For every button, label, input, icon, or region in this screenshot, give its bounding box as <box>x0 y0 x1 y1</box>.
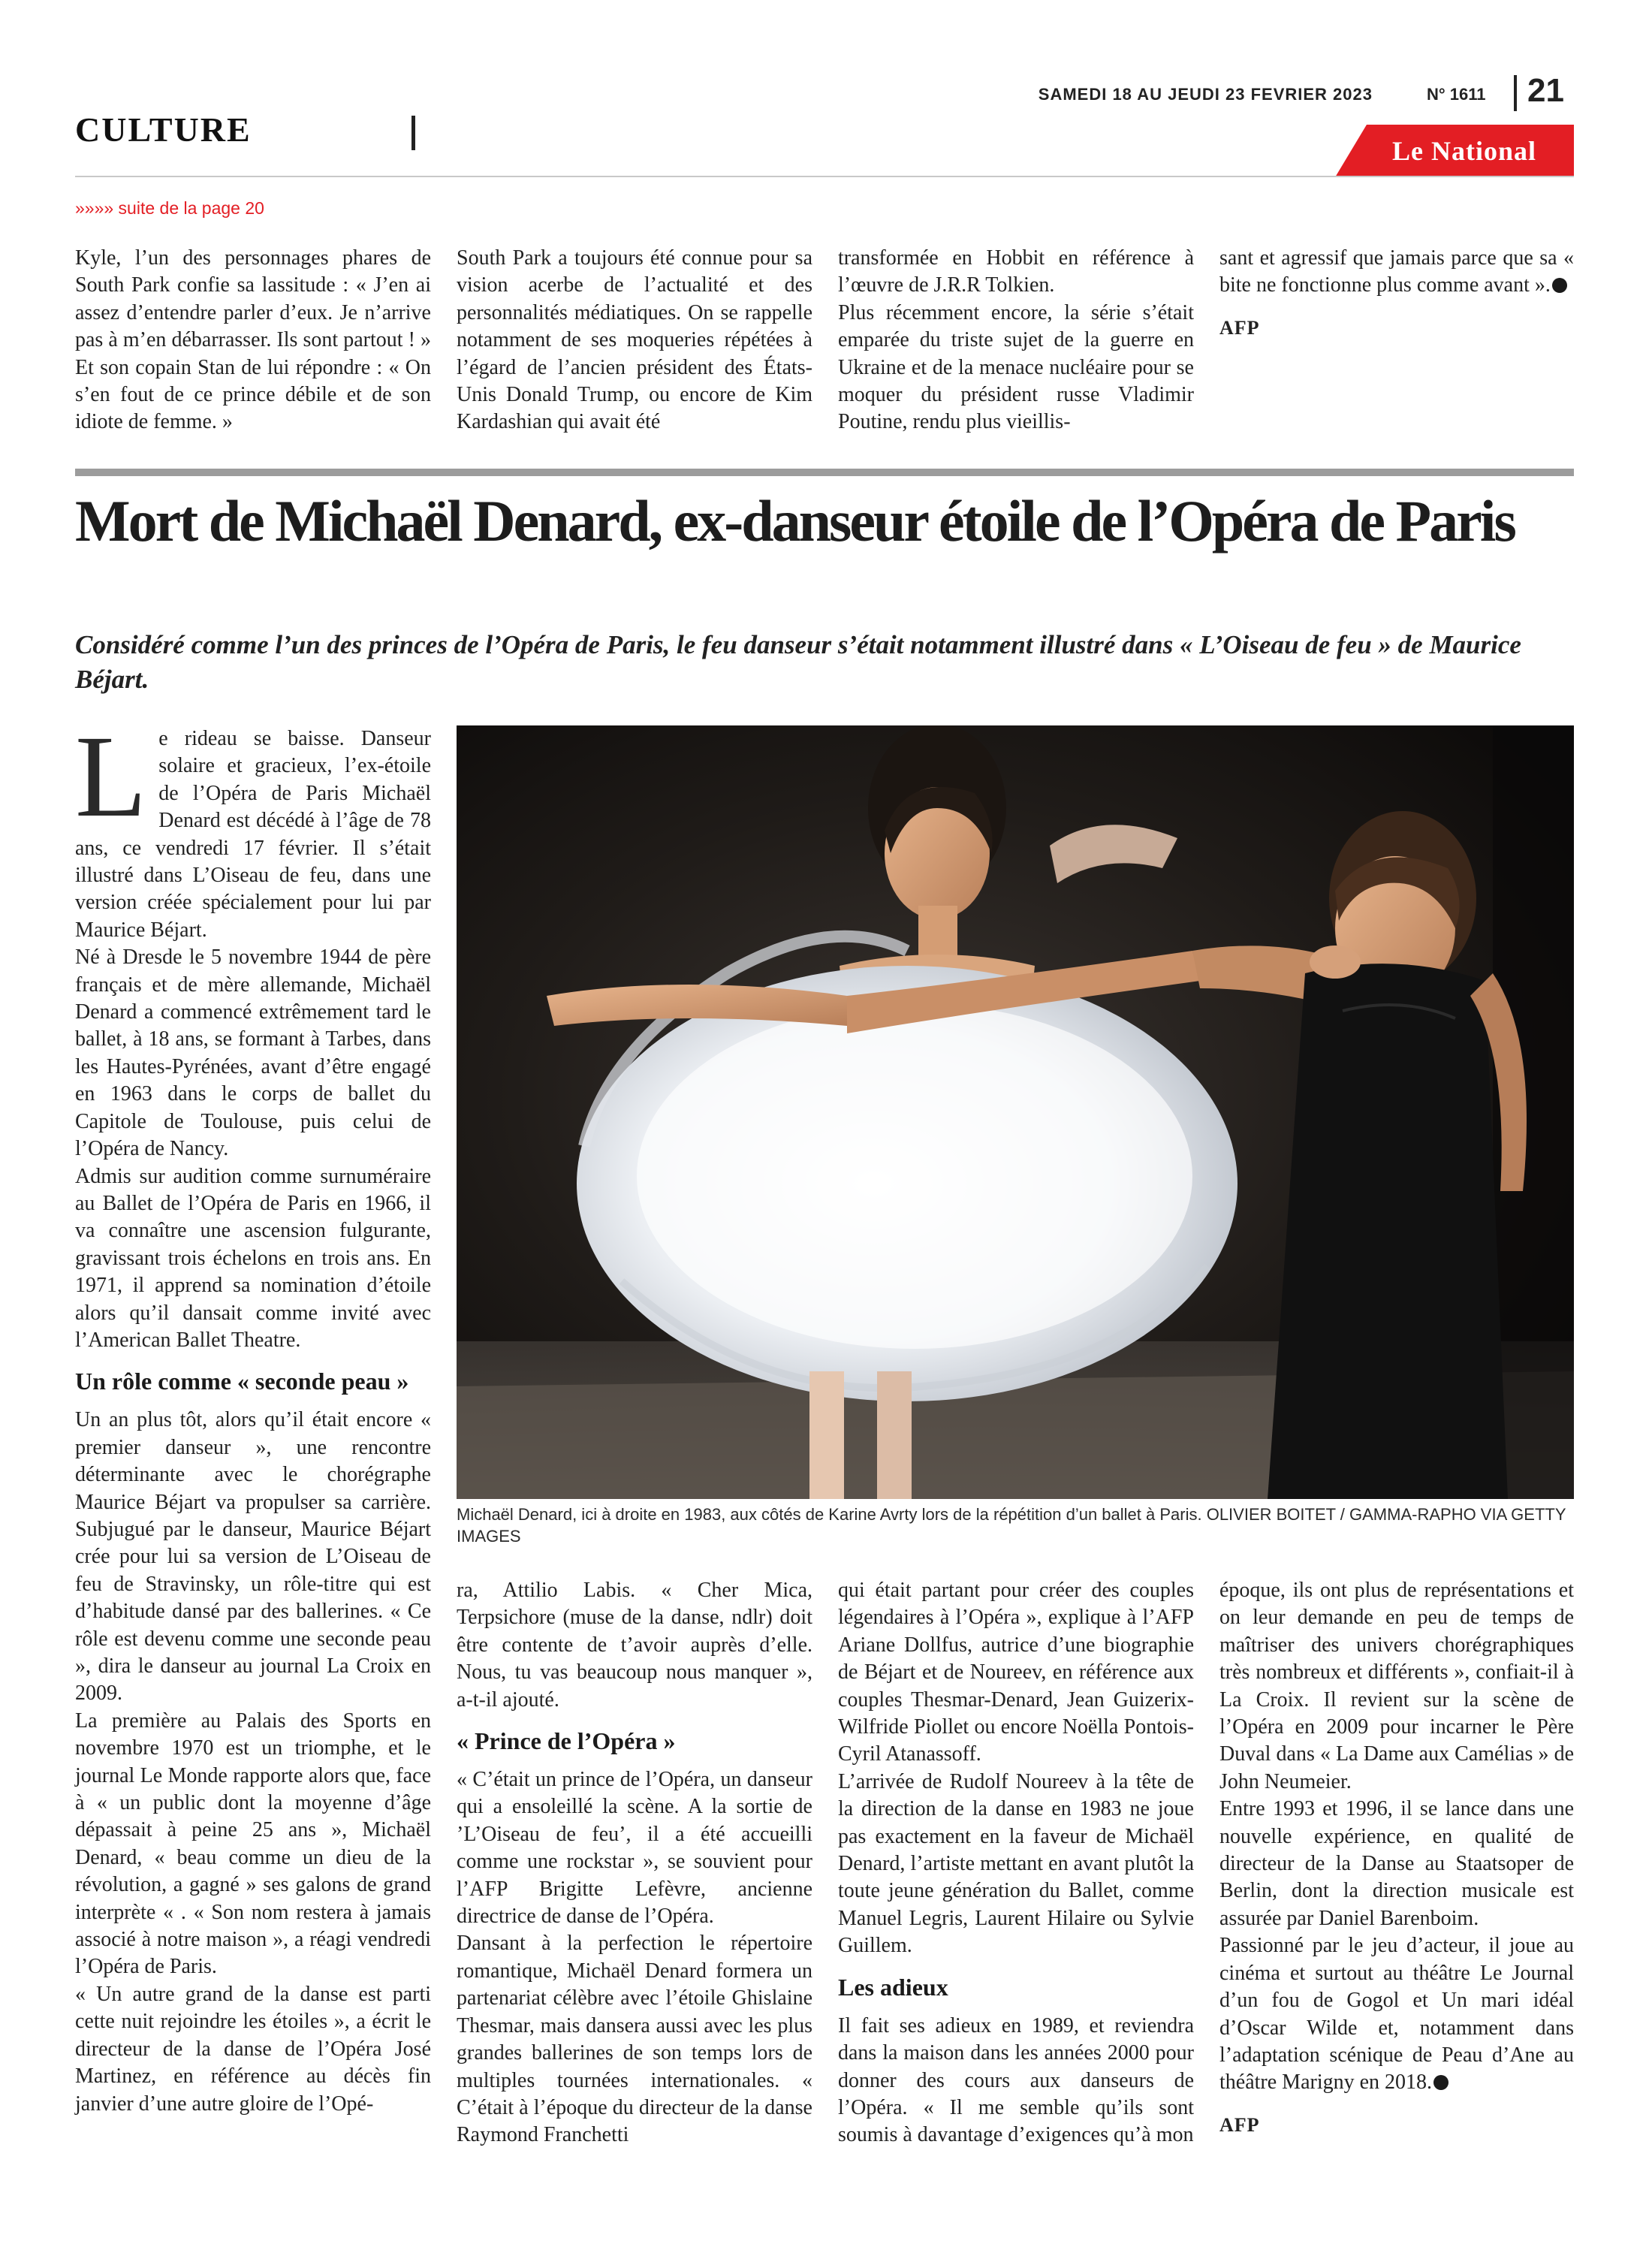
article-separator <box>75 469 1574 476</box>
paragraph-text: Passionné par le jeu d’acteur, il joue au cinéma et surtout au théâtre Le Journal d’un fou de Gogol et Un mari idéal d’Oscar Wilde et, notamment dans l’adaptation scénique de Peau d’Ane au théâtre Marigny en 2018. <box>1219 1934 1574 2095</box>
article-headline: Mort de Michaël Denard, ex-danseur étoile de l’Opéra de Paris <box>75 488 1515 553</box>
issue-number: N° 1611 <box>1427 85 1486 104</box>
paragraph: ra, Attilio Labis. « Cher Mica, Terpsichore (muse de la danse, ndlr) doit être contente de t’avoir auprès d’elle. Nous, tu vas beaucoup nous manquer », a-t-il ajouté. <box>457 1579 812 1712</box>
subheading: « Prince de l’Opéra » <box>457 1727 676 1755</box>
page-number-divider <box>1514 75 1517 111</box>
article-photo <box>457 725 1574 1499</box>
article-signature: AFP <box>1219 2113 1260 2136</box>
paragraph-text: sant et agressif que jamais parce que sa « bite ne fonctionne plus comme avant ». <box>1219 246 1574 297</box>
prev-article-column-4 <box>1219 245 1574 342</box>
issue-date: SAMEDI 18 AU JEUDI 23 FEVRIER 2023 <box>1038 85 1373 104</box>
paragraph-text: e rideau se baisse. Danseur solaire et gracieux, l’ex-étoile de l’Opéra de Paris Michaël Denard est décédé à l’âge de 78 ans, ce vendredi 17 février. Il s’était illustré dans L’Oiseau de feu, dans une version créée spécialement pour lui par Maurice Béjart. <box>75 727 431 942</box>
drop-cap: L <box>75 711 147 841</box>
header-rule <box>75 176 1574 177</box>
paragraph: Il fait ses adieux en 1989, et reviendra dans la maison dans les années 2000 pour donner des cours aux danseurs de l’Opéra. « Il me semble qu’ils sont soumis à davantage d’exigences qu’à mon <box>838 2013 1194 2147</box>
paragraph <box>1219 245 1574 300</box>
section-divider <box>411 116 415 150</box>
paragraph: Kyle, l’un des personnages phares de South Park confie sa lassitude : « J’en ai assez d’entendre parler d’eux. Je n’arrive pas à m’en débarrasser. Ils sont partout ! » Et son copain Stan de lui répondre : « On s’en fout de ce prince débile et de son idiote de femme. » <box>75 246 431 434</box>
subheading: Les adieux <box>838 1973 948 2001</box>
photo-caption: Michaël Denard, ici à droite en 1983, aux côtés de Karine Avrty lors de la répétition d’un ballet à Paris. OLIVIER BOITET / GAMMA-RAPHO VIA GETTY IMAGES <box>457 1505 1566 1546</box>
paragraph: transformée en Hobbit en référence à l’œuvre de J.R.R Tolkien. <box>838 246 1194 297</box>
lead-paragraph <box>75 711 431 944</box>
end-of-article-icon <box>1433 2075 1449 2090</box>
article-signature: AFP <box>1219 316 1260 339</box>
article-column-3 <box>838 1577 1194 2149</box>
paragraph: « C’était un prince de l’Opéra, un danseur qui a ensoleillé la scène. A la sortie de ’L’Oiseau de feu’, il a été accueilli comme une rockstar », se souvient pour l’AFP Brigitte Lefèvre, ancienne directrice de danse de l’Opéra. <box>457 1768 812 1929</box>
prev-article-column-2 <box>457 245 812 436</box>
page-number: 21 <box>1527 72 1564 109</box>
paragraph: South Park a toujours été connue pour sa vision acerbe de l’actualité et des personnalités médiatiques. On se rappelle notamment de ses moqueries répétées à l’égard de l’ancien président des États-Unis Donald Trump, ou encore de Kim Kardashian qui avait été <box>457 246 812 434</box>
section-title: CULTURE <box>75 110 252 149</box>
article-column-2 <box>457 1577 812 2149</box>
paragraph: Admis sur audition comme surnuméraire au Ballet de l’Opéra de Paris en 1966, il va connaître une ascension fulgurante, gravissant trois échelons en trois ans. En 1971, il apprend sa nomination d’étoile alors qu’il dansait comme invité avec l’American Ballet Theatre. <box>75 1164 431 1352</box>
paragraph: époque, ils ont plus de représentations et on leur demande en peu de temps de maîtriser des univers chorégraphiques très nombreux et différents », confiait-il à La Croix. Il revient sur la scène de l’Opéra en 2009 pour incarner le Père Duval dans « La Dame aux Camélias » de John Neumeier. <box>1219 1579 1574 1793</box>
prev-article-column-3 <box>838 245 1194 436</box>
continued-from-label: »»»» suite de la page 20 <box>75 198 264 218</box>
end-of-article-icon <box>1552 278 1567 293</box>
subheading: Un rôle comme « seconde peau » <box>75 1368 409 1395</box>
paragraph: Plus récemment encore, la série s’était emparée du triste sujet de la guerre en Ukraine et de la menace nucléaire pour se moquer du président russe Vladimir Poutine, rendu plus vieillis- <box>838 300 1194 434</box>
paragraph <box>1219 1932 1574 2096</box>
article-column-4 <box>1219 1577 1574 2139</box>
paragraph: qui était partant pour créer des couples légendaires à l’Opéra », explique à l’AFP Ariane Dollfus, autrice d’une biographie de Béjart et de Noureev, en référence aux couples Thesmar-Denard, Jean Guizerix-Wilfride Piollet ou encore Noëlla Pontois-Cyril Atanassoff. <box>838 1579 1194 1766</box>
paragraph: Dansant à la perfection le répertoire romantique, Michaël Denard formera un partenariat célèbre avec l’étoile Ghislaine Thesmar, mais dansera aussi avec les plus grandes ballerines de son temps lors de multiples tournées internationales. « C’était à l’époque du directeur de la danse Raymond Franchetti <box>457 1932 812 2147</box>
paragraph: Un an plus tôt, alors qu’il était encore « premier danseur », une rencontre déterminante avec le chorégraphe Maurice Béjart va propulser sa carrière. Subjugué par le danseur, Maurice Béjart crée pour lui sa version de L’Oiseau de feu de Stravinsky, un rôle-titre qui est d’habitude dansé par des ballerines. « Ce rôle est devenu comme une seconde peau », dira le danseur au journal La Croix en 2009. <box>75 1408 431 1706</box>
paragraph: L’arrivée de Rudolf Noureev à la tête de la direction de la danse en 1983 ne joue pas exactement en la faveur de Michaël Denard, l’artiste mettant en avant plutôt la toute jeune génération du Ballet, comme Manuel Legris, Laurent Hilaire ou Sylvie Guillem. <box>838 1769 1194 1958</box>
paragraph: « Un autre grand de la danse est parti cette nuit rejoindre les étoiles », a écrit le directeur de la danse de l’Opéra José Martinez, en référence au décès fin janvier d’une autre gloire de l’Opé- <box>75 1982 431 2116</box>
paragraph: Né à Dresde le 5 novembre 1944 de père français et de mère allemande, Michaël Denard a commencé extrêmement tard le ballet, à 18 ans, se formant à Tarbes, dans les Hautes-Pyrénées, avant d’être engagé en 1963 dans le corps de ballet du Capitole de Toulouse, puis celui de l’Opéra de Nancy. <box>75 946 431 1161</box>
article-column-1 <box>75 711 431 2118</box>
paragraph: La première au Palais des Sports en novembre 1970 est un triomphe, et le journal Le Monde rapporte alors que, face à « un public dont la moyenne d’âge dépassait à peine 25 ans », Michaël Denard, « beau comme un dieu de la révolution, a gagné » ses galons de grand interprète « . « Son nom restera à jamais associé à notre maison », a réagi vendredi l’Opéra de Paris. <box>75 1709 431 1979</box>
newspaper-name: Le National <box>1391 136 1536 166</box>
article-standfirst: Considéré comme l’un des princes de l’Opéra de Paris, le feu danseur s’était notamment illustré dans « L’Oiseau de feu » de Maurice Béjart. <box>75 630 1521 694</box>
paragraph: Entre 1993 et 1996, il se lance dans une nouvelle expérience, en qualité de directeur de la Danse au Staatsoper de Berlin, dont la direction musicale est assurée par Daniel Barenboim. <box>1219 1797 1574 1930</box>
ballet-rehearsal-photo <box>457 725 1574 1499</box>
prev-article-column-1 <box>75 245 431 436</box>
